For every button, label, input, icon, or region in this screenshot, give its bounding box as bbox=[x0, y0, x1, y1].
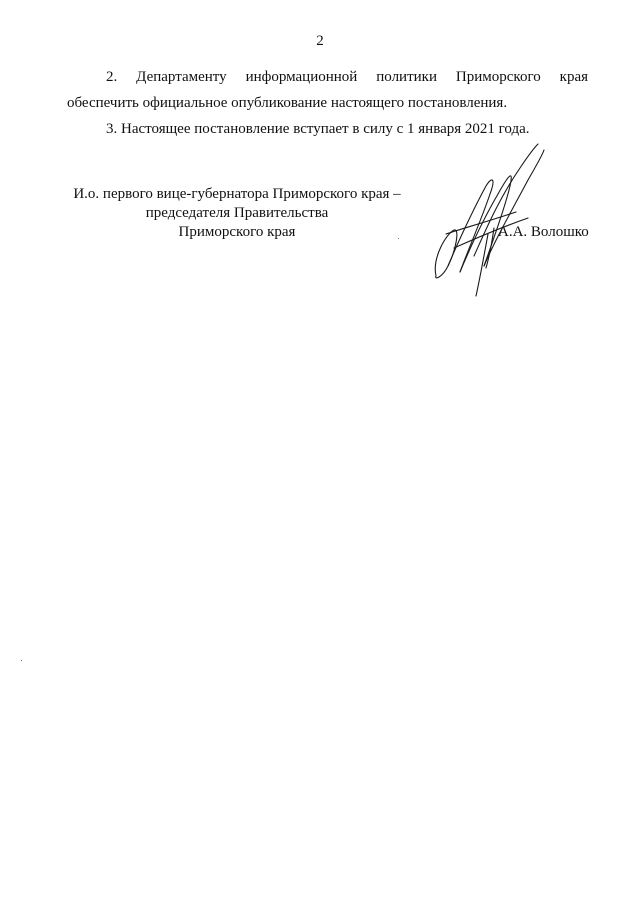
signatory-position bbox=[67, 185, 407, 242]
signer-name: А.А. Волошко bbox=[498, 224, 589, 240]
paragraph-2 bbox=[67, 64, 588, 116]
scan-speck bbox=[21, 660, 22, 661]
signatory-position-line-2: председателя Правительства bbox=[145, 205, 329, 221]
handwritten-signature bbox=[424, 138, 554, 298]
paragraph-3: 3. Настоящее постановление вступает в силу с 1 января 2021 года. bbox=[106, 121, 530, 137]
page-number: 2 bbox=[316, 33, 324, 49]
paragraph-2-first-line: 2. Департаменту информационной политики Приморского края bbox=[106, 69, 588, 85]
paragraph-2-rest: обеспечить официальное опубликование настоящего постановления. bbox=[67, 95, 508, 111]
signatory-position-line-3: Приморского края bbox=[178, 224, 296, 240]
scan-speck bbox=[398, 238, 399, 239]
signatory-position-line-1: И.о. первого вице-губернатора Приморского края – bbox=[73, 186, 401, 202]
